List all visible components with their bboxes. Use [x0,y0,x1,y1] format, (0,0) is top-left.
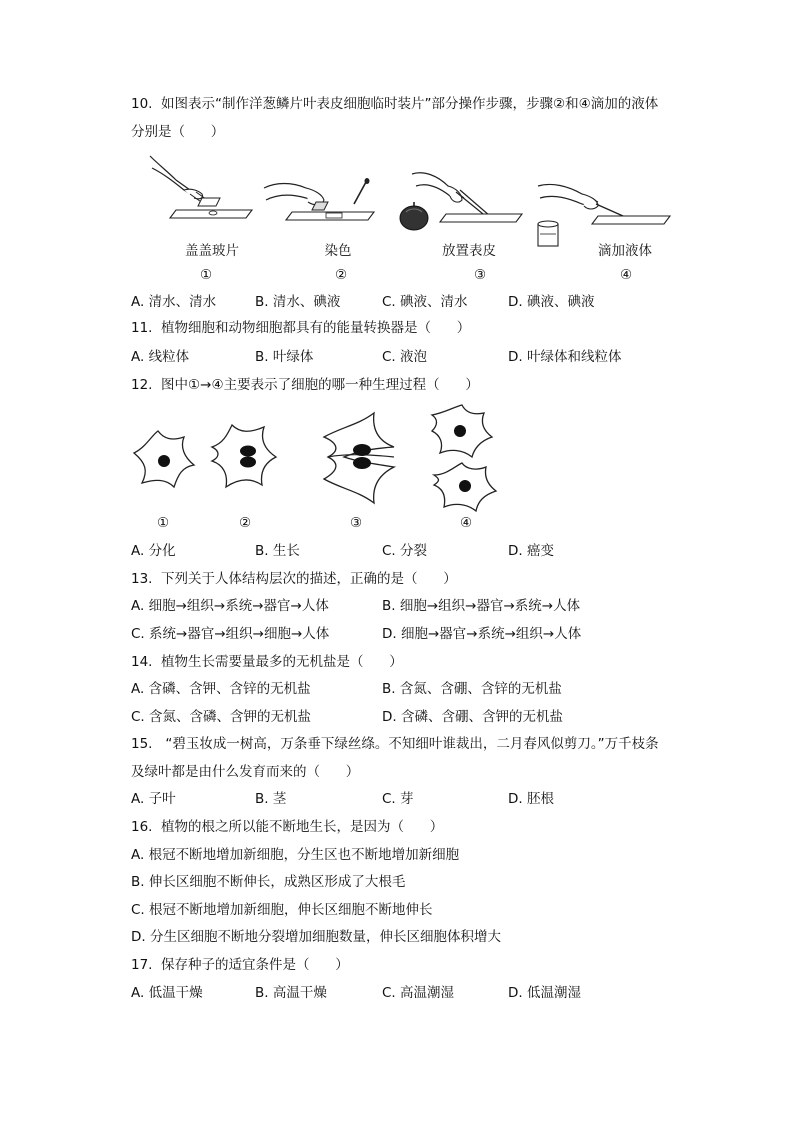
q17-stem: 17. 保存种子的适宜条件是（ ） [131,957,349,973]
q13-option-b[interactable]: B. 细胞→组织→器官→系统→人体 [382,598,581,614]
q12-option-b[interactable]: B. 生长 [255,543,300,559]
q16-option-b[interactable]: B. 伸长区细胞不断伸长，成熟区形成了大根毛 [131,874,406,890]
q11-option-b[interactable]: B. 叶绿体 [255,349,314,365]
q17-option-d[interactable]: D. 低温潮湿 [508,985,581,1001]
q14-option-c[interactable]: C. 含氮、含磷、含钾的无机盐 [131,709,312,725]
q10-step2-illustration [262,178,382,228]
q10-step4-label: 滴加液体 [598,243,652,259]
q10-step1-number: ① [199,267,213,283]
q10-option-d[interactable]: D. 碘液、碘液 [508,294,595,310]
q15-stem-line2: 及绿叶都是由什么发育而来的（ ） [131,764,360,780]
q12-stage1-number: ① [156,515,170,531]
q12-option-c[interactable]: C. 分裂 [382,543,428,559]
q10-step1-illustration [130,152,255,227]
q17-option-b[interactable]: B. 高温干燥 [255,985,327,1001]
q10-step2-label: 染色 [324,243,352,259]
q16-option-c[interactable]: C. 根冠不断地增加新细胞，伸长区细胞不断地伸长 [131,902,433,918]
q11-option-a[interactable]: A. 线粒体 [131,349,190,365]
q13-option-a[interactable]: A. 细胞→组织→系统→器官→人体 [131,598,329,614]
q12-option-a[interactable]: A. 分化 [131,543,176,559]
q10-step4-illustration [532,180,672,250]
q14-option-a[interactable]: A. 含磷、含钾、含锌的无机盐 [131,681,311,697]
q13-option-d[interactable]: D. 细胞→器官→系统→组织→人体 [382,626,582,642]
q10-option-b[interactable]: B. 清水、碘液 [255,294,341,310]
q11-stem: 11. 植物细胞和动物细胞都具有的能量转换器是（ ） [131,320,471,336]
q12-option-d[interactable]: D. 癌变 [508,543,554,559]
q10-step4-number: ④ [619,267,633,283]
q14-option-d[interactable]: D. 含磷、含硼、含钾的无机盐 [382,709,563,725]
q16-option-d[interactable]: D. 分生区细胞不断地分裂增加细胞数量，伸长区细胞体积增大 [131,929,501,945]
q13-stem: 13. 下列关于人体结构层次的描述，正确的是（ ） [131,571,457,587]
q12-cell-2 [212,425,276,487]
q12-cell-division-figure [128,405,508,515]
q10-stem-line1: 10. 如图表示“制作洋葱鳞片叶表皮细胞临时装片”部分操作步骤，步骤②和④滴加的液体 [131,96,659,112]
q12-stage3-number: ③ [349,515,363,531]
q12-stage4-number: ④ [459,515,473,531]
q10-step3-number: ③ [473,267,487,283]
q10-step1-label: 盖盖玻片 [185,243,239,259]
q10-option-a[interactable]: A. 清水、清水 [131,294,217,310]
q14-stem: 14. 植物生长需要量最多的无机盐是（ ） [131,654,403,670]
q11-option-c[interactable]: C. 液泡 [382,349,428,365]
q11-option-d[interactable]: D. 叶绿体和线粒体 [508,349,622,365]
q15-option-b[interactable]: B. 茎 [255,791,287,807]
q13-option-c[interactable]: C. 系统→器官→组织→细胞→人体 [131,626,330,642]
q17-option-c[interactable]: C. 高温潮湿 [382,985,455,1001]
q10-step2-number: ② [334,267,348,283]
q10-option-c[interactable]: C. 碘液、清水 [382,294,468,310]
q15-stem-line1: 15. “碧玉妆成一树高，万条垂下绿丝绦。不知细叶谁裁出，二月春风似剪刀。”万千枝条 [131,736,659,752]
q10-stem-line2: 分别是（ ） [131,124,225,140]
q10-step3-label: 放置表皮 [442,243,496,259]
q10-step3-illustration [396,168,526,234]
q15-option-d[interactable]: D. 胚根 [508,791,554,807]
q15-option-a[interactable]: A. 子叶 [131,791,176,807]
q16-stem: 16. 植物的根之所以能不断地生长，是因为（ ） [131,819,444,835]
q15-option-c[interactable]: C. 芽 [382,791,414,807]
q14-option-b[interactable]: B. 含氮、含硼、含锌的无机盐 [382,681,562,697]
q17-option-a[interactable]: A. 低温干燥 [131,985,203,1001]
q12-stage2-number: ② [238,515,252,531]
q16-option-a[interactable]: A. 根冠不断地增加新细胞，分生区也不断地增加新细胞 [131,847,460,863]
q12-stem: 12. 图中①→④主要表示了细胞的哪一种生理过程（ ） [131,377,479,393]
